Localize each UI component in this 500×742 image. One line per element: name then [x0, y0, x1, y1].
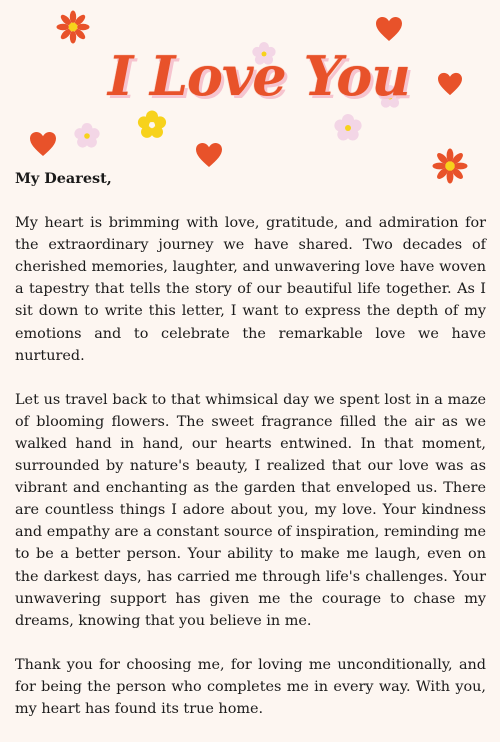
flower-icon [332, 112, 364, 144]
header-illustration [0, 0, 500, 175]
letter-greeting: My Dearest, [15, 170, 112, 187]
letter-body [15, 168, 486, 742]
heart-icon [29, 131, 57, 157]
heart-icon [437, 72, 463, 96]
flower-icon [56, 10, 90, 44]
letter-paragraph: Let us travel back to that whimsical day we spent lost in a maze of blooming flowers. The sweet fragrance filled the air as we walked hand in hand, our hearts entwined. In that moment, surrounded by nature's beauty, I realized that our love was as vibrant and enchanting as the garden that enveloped us. There are countless things I adore about you, my love. Your kindness and empathy are a constant source of inspiration, reminding me to be a better person. Your ability to make me laugh, even on the darkest days, has carried me through life's challenges. Your unwavering support has given me the courage to chase my dreams, knowing that you believe in me. [15, 391, 486, 629]
letter-paragraph: Thank you for choosing me, for loving me unconditionally, and for being the person who completes me in every way. With you, my heart has found its true home. [15, 656, 486, 717]
flower-icon [72, 121, 102, 151]
heart-icon [375, 16, 403, 42]
page-title: I Love You [108, 44, 410, 108]
letter-paragraph: My heart is brimming with love, gratitude, and admiration for the extraordinary journey we have shared. Two decades of cherished memories, laughter, and unwavering love have woven a tapestry that tells the story of our beautiful life together. As I sit down to write this letter, I want to express the depth of my emotions and to celebrate the remarkable love we have nurtured. [15, 215, 486, 364]
heart-icon [195, 142, 223, 168]
flower-icon [135, 108, 169, 142]
